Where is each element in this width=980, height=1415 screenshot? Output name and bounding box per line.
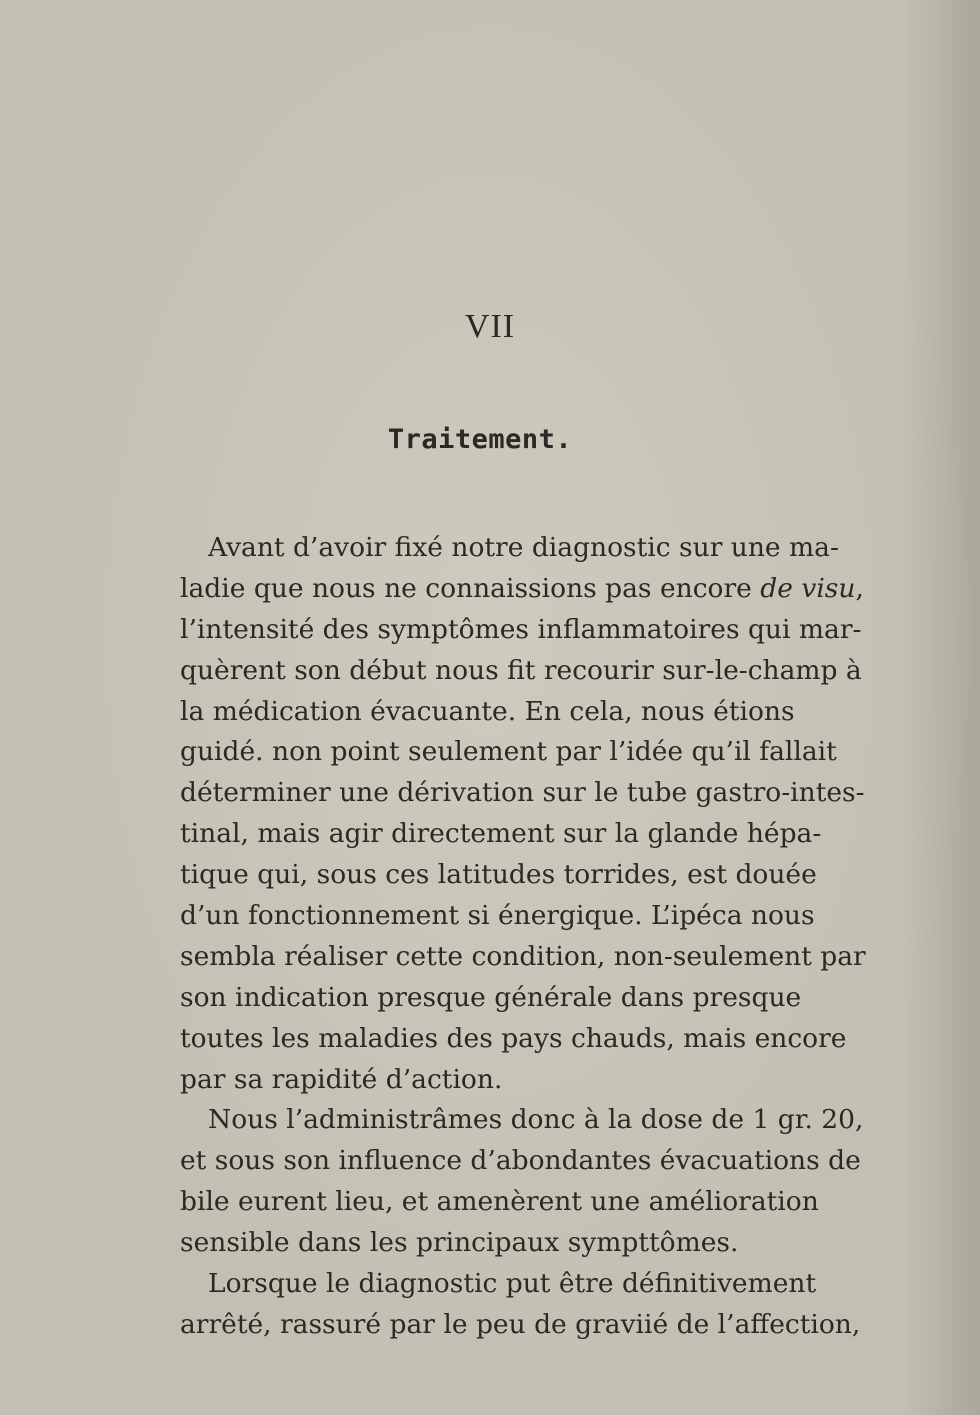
italic-phrase: de visu [760, 572, 856, 604]
text-line-15: Nous l’administrâmes donc à la dose de 1 gr. 20, [208, 1104, 864, 1136]
body-text [180, 528, 866, 1346]
text-line-16: et sous son influence d’abondantes évacuations de [180, 1145, 861, 1177]
text-line-7: déterminer une dérivation sur le tube gastro-intes- [180, 777, 865, 809]
section-title: Traitement. [387, 424, 573, 455]
text-line-1: Avant d’avoir fixé notre diagnostic sur une ma- [208, 532, 839, 563]
chapter-number: VII [464, 308, 516, 345]
text-line-4: quèrent son début nous fit recourir sur-le-champ à [180, 654, 862, 686]
text-line-14: par sa rapidité d’action. [180, 1063, 503, 1095]
text-line-10: d’un fonctionnement si énergique. L’ipéca nous [180, 900, 815, 932]
text-line-9: tique qui, sous ces latitudes torrides, est douée [180, 859, 817, 891]
text-line-2: ladie que nous ne connaissions pas encore de visu, [180, 572, 864, 604]
text-line-3: l’intensité des symptômes inflammatoires qui mar- [180, 613, 862, 645]
text-line-17: bile eurent lieu, et amenèrent une amélioration [180, 1186, 819, 1218]
text-line-18: sensible dans les principaux sympttômes. [180, 1227, 739, 1259]
text-line-11: sembla réaliser cette condition, non-seulement par [180, 940, 866, 972]
text-line-13: toutes les maladies des pays chauds, mais encore [180, 1022, 847, 1054]
text-line-12: son indication presque générale dans presque [180, 981, 802, 1013]
text-line-6: guidé. non point seulement par l’idée qu’il fallait [180, 736, 837, 768]
text-line-5: la médication évacuante. En cela, nous étions [180, 695, 795, 727]
text-line-8: tinal, mais agir directement sur la glande hépa- [180, 818, 822, 850]
text-line-19: Lorsque le diagnostic put être définitivement [208, 1268, 817, 1300]
text-line-20: arrêté, rassuré par le peu de graviié de l’affection, [180, 1308, 861, 1340]
